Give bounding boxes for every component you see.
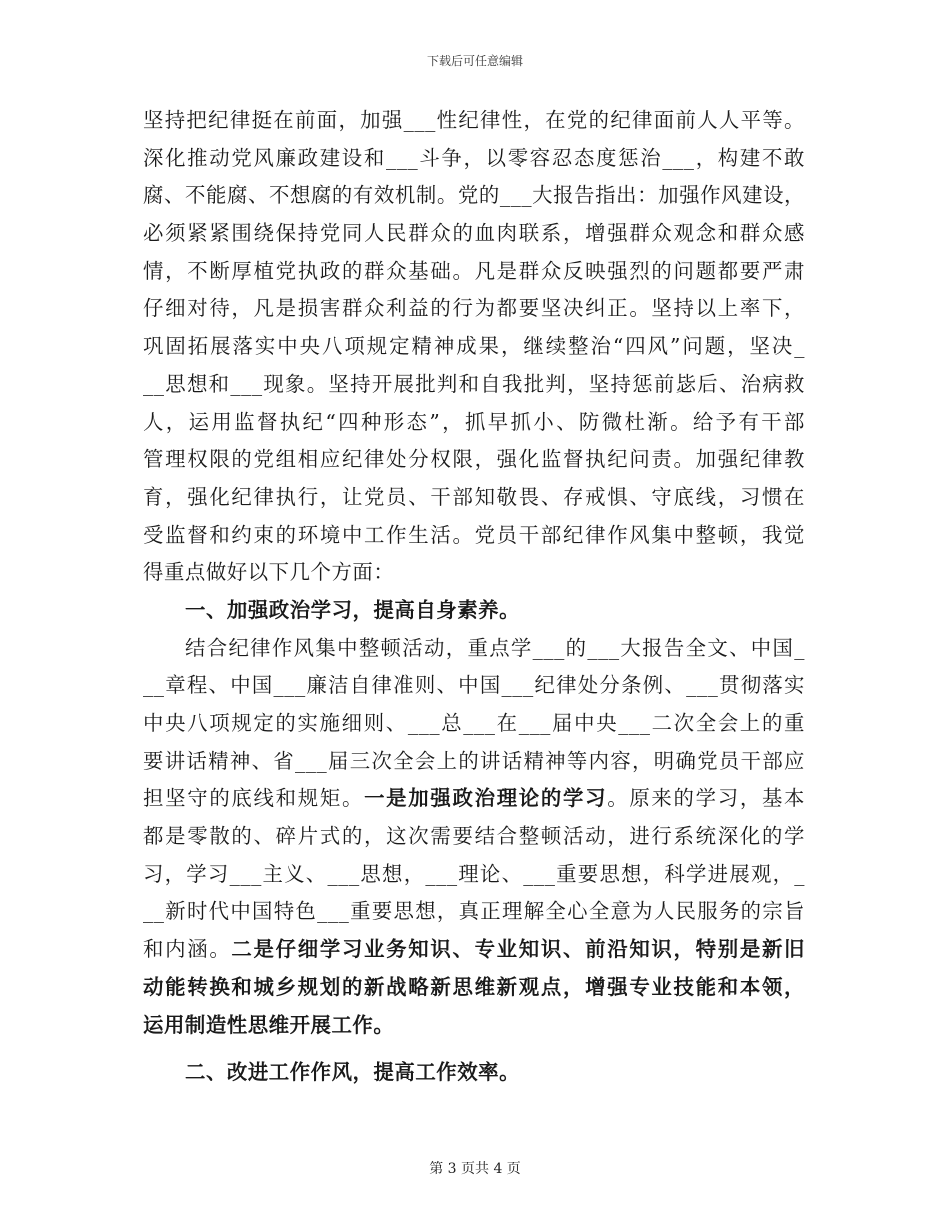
text-line: 习，学习___主义、___思想，___理论、___重要思想，科学进展观，_: [143, 861, 805, 886]
bold-text-segment: 一是加强政治理论的学习: [364, 786, 608, 811]
text-line: __思想和___现象。坚持开展批判和自我批判，坚持惩前毖后、治病救: [143, 371, 805, 396]
text-line: 得重点做好以下几个方面：: [143, 560, 395, 585]
text-line: 巩固拓展落实中央八项规定精神成果，继续整治“四风”问题，坚决_: [143, 334, 805, 359]
page-footer: 第 3 页共 4 页: [429, 1161, 521, 1177]
paragraph-political-study: [143, 630, 805, 1045]
document-body: [143, 102, 805, 1092]
text-line: 腐、不能腐、不想腐的有效机制。党的___大报告指出：加强作风建设，: [143, 183, 805, 208]
text-line: 必须紧紧围绕保持党同人民群众的血肉联系，增强群众观念和群众感: [143, 221, 805, 246]
text-line: [143, 931, 805, 969]
text-line: 结合纪律作风集中整顿活动，重点学___的___大报告全文、中国_: [185, 635, 805, 660]
section-heading-2: 二、改进工作作风，提高工作效率。: [185, 1060, 521, 1085]
text-line: 人，运用监督执纪“四种形态”，抓早抓小、防微杜渐。给予有干部: [143, 409, 805, 434]
text-line: 管理权限的党组相应纪律处分权限，强化监督执纪问责。加强纪律教: [143, 447, 805, 472]
page-header: 下载后可任意编辑: [426, 54, 523, 68]
paragraph-gap: [143, 1044, 805, 1054]
text-line: 情，不断厚植党执政的群众基础。凡是群众反映强烈的问题都要严肃: [143, 258, 805, 283]
text-line: 坚持把纪律挺在前面，加强___性纪律性，在党的纪律面前人人平等。: [143, 108, 805, 132]
text-line: 受监督和约束的环境中工作生活。党员干部纪律作风集中整顿，我觉: [143, 522, 805, 547]
text-segment: 担坚守的底线和规矩。: [143, 786, 365, 811]
text-line: 中央八项规定的实施细则、___总___在___届中央___二次全会上的重: [143, 711, 805, 735]
paragraph-discipline: [143, 102, 805, 592]
bold-text-line: 运用制造性思维开展工作。: [143, 1012, 395, 1037]
text-line: 要讲话精神、省___届三次全会上的讲话精神等内容，明确党员干部应: [143, 748, 805, 773]
bold-text-line: 动能转换和城乡规划的新战略新思维新观点，增强专业技能和本领，: [143, 974, 805, 999]
text-segment: 和内涵。: [143, 937, 232, 962]
section-heading-1: 一、加强政治学习，提高自身素养。: [185, 597, 521, 622]
text-line: __新时代中国特色___重要思想，真正理解全心全意为人民服务的宗旨: [143, 899, 805, 924]
text-line: 都是零散的、碎片式的，这次需要结合整顿活动，进行系统深化的学: [143, 824, 805, 849]
text-line: 育，强化纪律执行，让党员、干部知敬畏、存戒惧、守底线，习惯在: [143, 484, 805, 509]
text-line: [143, 780, 805, 818]
text-segment: 。原来的学习，基本: [607, 786, 805, 811]
text-line: 深化推动党风廉政建设和___斗争，以零容忍态度惩治___，构建不敢: [143, 145, 805, 170]
text-line: 仔细对待，凡是损害群众利益的行为都要坚决纠正。坚持以上率下，: [143, 296, 805, 321]
bold-text-segment: 二是仔细学习业务知识、专业知识、前沿知识，特别是新旧: [231, 937, 805, 962]
text-line: __章程、中国___廉洁自律准则、中国___纪律处分条例、___贯彻落实: [143, 673, 805, 698]
